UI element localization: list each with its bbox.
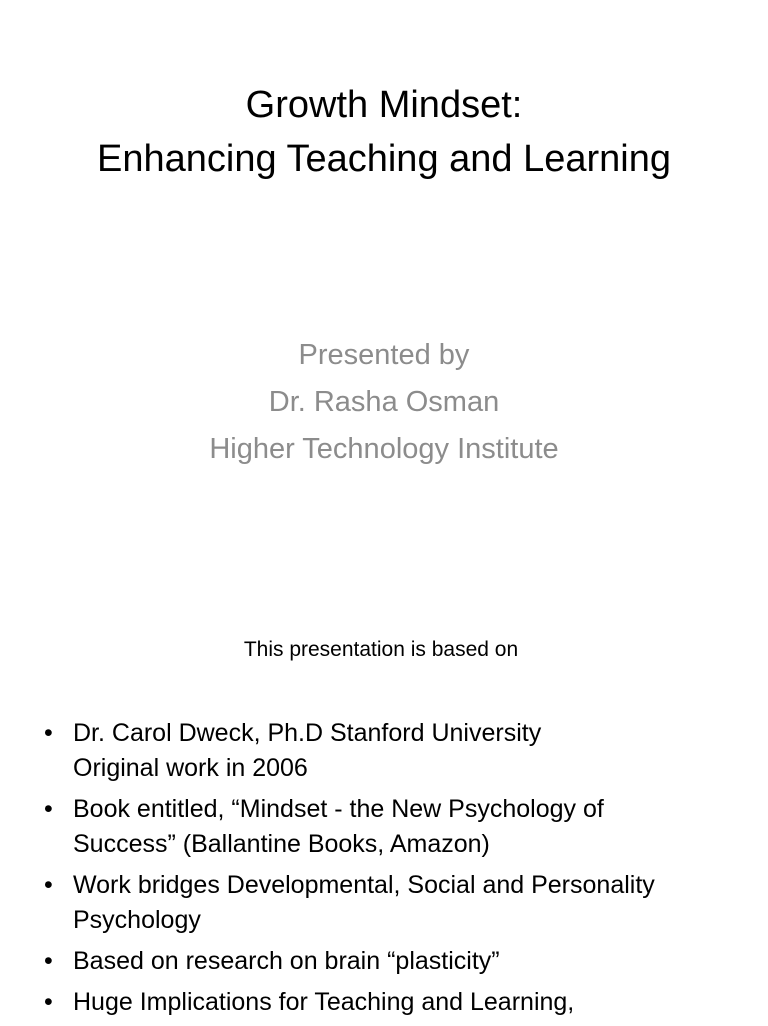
bullet-text: Dr. Carol Dweck, Ph.D Stanford University [73,719,542,747]
bullet-item-book [0,792,768,862]
section-caption: This presentation is based on [243,638,519,661]
bullet-text-continued: Psychology [73,906,201,934]
bullet-text: Huge Implications for Teaching and Learning, [73,988,575,1016]
bullet-list [0,716,768,1026]
bullet-text: Work bridges Developmental, Social and Personality [73,871,655,899]
bullet-text-continued: Success” (Ballantine Books, Amazon) [73,830,490,858]
bullet-marker: • [44,871,53,899]
presenter-institution: Higher Technology Institute [209,433,559,465]
bullet-text: Based on research on brain “plasticity” [73,947,500,975]
title-line-2: Enhancing Teaching and Learning [97,138,671,180]
bullet-text-continued: Original work in 2006 [73,754,308,782]
bullet-text: Book entitled, “Mindset - the New Psychology of [73,795,604,823]
bullet-item-plasticity [0,944,768,979]
bullet-marker: • [44,795,53,823]
bullet-item-implications [0,985,768,1020]
bullet-marker: • [44,947,53,975]
bullet-item-psychology [0,868,768,938]
title-line-1: Growth Mindset: [245,84,523,126]
bullet-marker: • [44,988,53,1016]
slide-title [0,78,768,186]
presenter-block [0,332,768,473]
bullet-item-dweck [0,716,768,786]
presenter-name: Dr. Rasha Osman [268,386,500,418]
bullet-marker: • [44,719,53,747]
presented-by-label: Presented by [298,339,470,371]
